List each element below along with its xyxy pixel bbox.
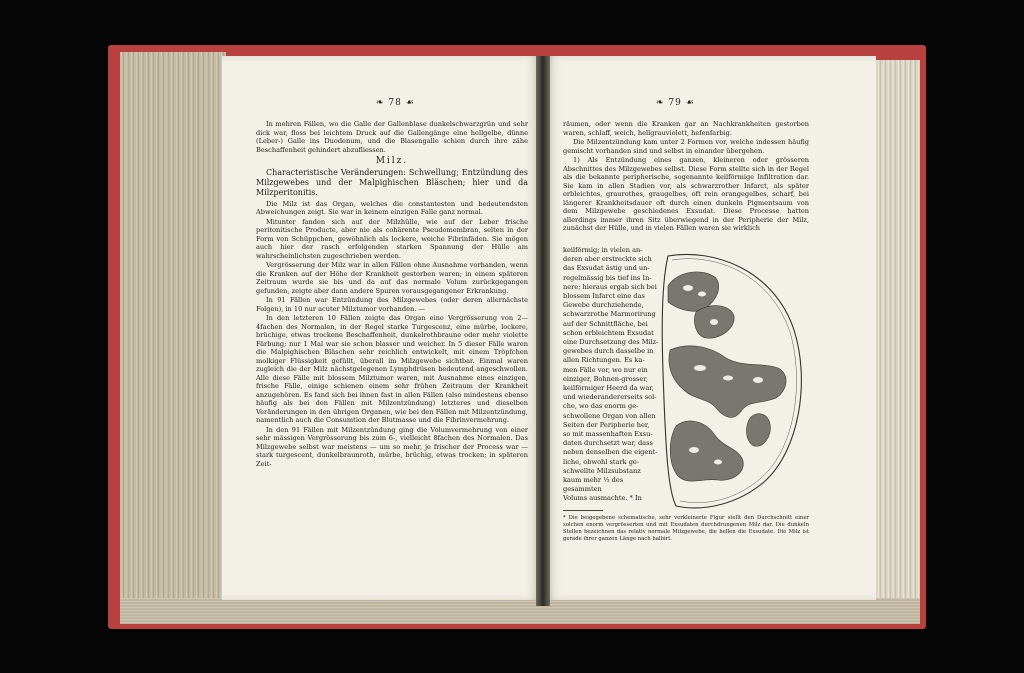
wrap-line: das Exsudat ästig und un-: [563, 264, 650, 273]
wrap-line: keilförmiger Heerd da war,: [563, 384, 654, 393]
wrap-line: keilförmig; in vielen an-: [563, 246, 643, 254]
paragraph: In den letzteren 10 Fällen zeigte das Organ eine Vergrösserung von 2—4fachen des Normalen, in der Regel starke Turgescenz, eine mürbe, lockere, brüchige, etwas trockene Beschaffenheit, dunkelrothbraune oder mehr violette Färbung; nur 1 Mal war sie schon blasser und weicher. In 5 dieser Fälle waren die Malpighischen Bläschen sehr reichlich entwickelt, mit einem Tröpfchen molkiger Flüssigkeit gefüllt, überall im Milzgewebe sichtbar. Einmal waren zugleich die der Milz nächstgelegenen Lymphdrüsen bedeutend angeschwollen. Alle diese Fälle mit blossem Milztumor waren, mit Ausnahme eines einzigen, frische Fälle, einige schienen einem sehr frühen Zeitraum der Krankheit anzugehören. Es fand sich bei ihnen fast in allen Fällen (also mindestens ebenso häufig als bei den Fällen mit Milzentzündung) letzteres und dieselben Veränderungen in den übrigen Organen, wie bei den Fällen mit Milzentzündung, namentlich auch die Consumtion der Blutmasse und die Fibrinvermehrung.: [256, 314, 528, 424]
paragraph: Vergrösserung der Milz war in allen Fällen ohne Ausnahme vorhanden, wenn die Kranken auf der Höhe der Krankheit gestorben waren; in einem späteren Zeitraum wurde sie bis und da auf das normale Volum zurückgegangen gefunden, zeigte aber dann andere Spuren vorausgegangener Erkrankung.: [256, 261, 528, 295]
wrap-line: men Fälle vor, wo nur ein: [563, 365, 648, 374]
page-number-78: 78: [388, 98, 402, 108]
paragraph: Mitunter fanden sich auf der Milzhülle, wie auf der Leber frische peritonitische Producte, aber nie als cohärente Pseudomembran, selten in der Form von Schüppchen, gewöhnlich als lockere, weiche Fibrinfäden. Sie mögen auch hier der rasch erfolgenden starken Spannung der Hülle am wahrscheinlichsten zugeschrieben werden.: [256, 217, 528, 260]
wrap-line: che, wo das enorm ge-: [563, 402, 639, 411]
wrap-line: daten durchsetzt war, dass: [563, 439, 653, 448]
wrap-line: neben denselben die eigent-: [563, 448, 658, 457]
wrap-line: Gewebe durchziehende,: [563, 301, 644, 310]
ornament-icon: ☙: [405, 98, 415, 108]
wrap-line: und wiederandererseits sol-: [563, 393, 657, 402]
right-page-text: [563, 120, 809, 234]
ornament-icon: ☙: [685, 98, 695, 108]
paragraph: Die Milz ist das Organ, welches die constantesten und bedeutendsten Abweichungen zeigt. Sie war in keinem einzigen Falle ganz normal.: [256, 199, 528, 216]
wrap-line: eine Durchsetzung des Milz-: [563, 338, 659, 347]
book-gutter: [536, 56, 550, 606]
wrap-line: kaum mehr ⅓ des gesammten: [563, 476, 624, 494]
wrap-line: allen Richtungen. Es ka-: [563, 356, 645, 365]
wrap-line: schwarzrothe Marmorirung: [563, 310, 656, 319]
footnote: * Die beigegebene schematische, sehr verkleinerte Figur stellt den Durchschnitt einer solchen enorm vergrösserten und mit Exsudaten durchdrungenen Milz dar. Die dunkeln Stellen bezeichnen das relativ normale Milzgewebe, die hellen die Exsudate. Die Milz ist gerade ihrer ganzen Länge nach halbirt.: [563, 515, 809, 542]
figure-wrap-text: [563, 246, 661, 504]
footnote-rule: [563, 510, 603, 511]
paragraph: In 91 Fällen war Entzündung des Milzgewebes (oder deren allernächste Folgen), in 10 nur acuter Milztumor vorhanden. —: [256, 296, 528, 313]
paragraph: In den 91 Fällen mit Milzentzündung ging die Volumvermehrung von einer sehr mässigen Vergrösserung bis zum 6-, vielleicht 8fachen des Normalen. Das Milzgewebe selbst war meistens — um so mehr, je frischer der Process war — stark turgescent, dunkelbraunroth, mürbe, brüchig, etwas trocken; in späteren Zeit-: [256, 425, 528, 468]
paragraph: Die Milzentzündung kam unter 2 Formen vor, welche indessen häufig gemischt vorhanden sind und selbst in einander übergehen.: [563, 138, 809, 155]
intro-paragraph: In mehren Fällen, wo die Galle der Gallenblase dunkelschwarzgrün und sehr dick war, floss bei leichtem Druck auf die Gallengänge eine hellgelbe, dünne (Leber-) Galle ins Duodenum, und die Blasengalle schien durch ihre zähe Beschaffenheit gehindert abzufliessen.: [256, 120, 528, 154]
left-page-number: [376, 98, 415, 108]
wrap-line: blossem Infarct eine das: [563, 292, 645, 301]
page-number-79: 79: [668, 98, 682, 108]
wrap-line: schon erbleichtem Exsudat: [563, 328, 654, 337]
page-edges-bottom: [120, 598, 920, 624]
wrap-line: regelmässig bis tief ins In-: [563, 273, 652, 282]
ornament-icon: ❧: [656, 98, 665, 108]
paragraph: räumen, oder wenn die Kranken gar an Nachkrankheiten gestorben waren, schlaff, weich, hellgrauviolett, hefenfarbig.: [563, 120, 809, 137]
wrap-line: nere; hieraus ergab sich bei: [563, 282, 657, 291]
section-subheading: Characteristische Veränderungen: Schwellung; Entzündung des Milzgewebes und der Malpighischen Bläschen; hier und da Milzperitonitis.: [256, 167, 528, 197]
wrap-line: Seiten der Peripherie her,: [563, 420, 650, 429]
spleen-cross-section-figure: [654, 250, 804, 512]
page-edges-right: [872, 60, 920, 618]
wrap-line: schwellte Milzsubstanz: [563, 466, 641, 475]
wrap-line: schwollene Organ von allen: [563, 411, 656, 420]
section-heading: Milz.: [375, 156, 409, 166]
wrap-line: einziger, Bohnen-grosser,: [563, 374, 648, 383]
wrap-line: gewebes durch dasselbe in: [563, 347, 654, 356]
ornament-icon: ❧: [376, 98, 385, 108]
wrap-line: deren aber erstreckte sich: [563, 255, 652, 264]
wrap-line: liche, obwohl stark ge-: [563, 457, 640, 466]
page-edges-left: [120, 52, 226, 618]
right-page-number: [656, 98, 695, 108]
wrap-line: Volums ausmachte. * In: [563, 494, 642, 503]
wrap-line: so mit massenhaften Exsu-: [563, 430, 653, 439]
wrap-line: auf der Schnittfläche, bei: [563, 319, 648, 328]
paragraph: 1) Als Entzündung eines ganzen, kleineren oder grösseren Abschnittes des Milzgewebes selbst. Diese Form stellte sich in der Regel als die bekannte peripherische, sogenannte keilförmige Infiltration dar. Sie kam in allen Stadien vor, als schwarzrother Infarct, als später erbleichtes, graurothes, graugelbes, oft rein orangegelbes, scharf, bei längerer Krankheitsdauer oft durch einen dunkeln Pigmentsaum von dem Milzgewebe geschiedenes Exsudat. Diese Processe hatten allerdings immer ihren Sitz überwiegend in der Peripherie der Milz, zunächst der Hülle, und in vielen Fällen waren sie wirklich: [563, 156, 809, 232]
left-page-text: [256, 120, 528, 469]
